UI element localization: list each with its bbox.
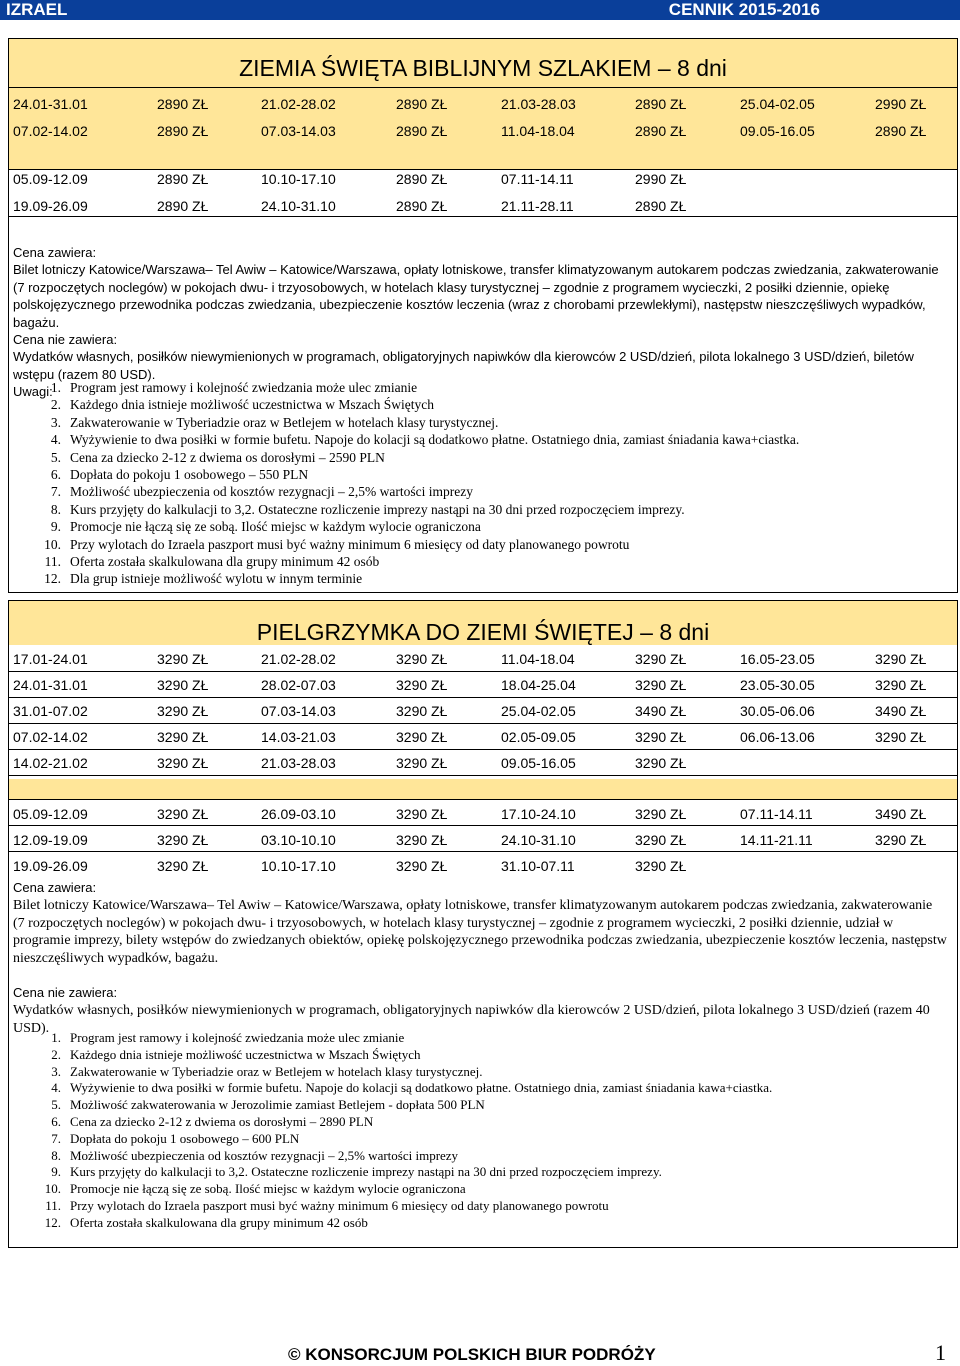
trip-dates: 31.10-07.11 <box>501 858 575 874</box>
header-country: IZRAEL <box>6 0 68 19</box>
header-pricelist-title: CENNIK 2015-2016 <box>668 0 820 19</box>
trip-dates: 07.03-14.03 <box>261 703 336 719</box>
trip-dates: 11.04-18.04 <box>501 651 575 667</box>
note-item <box>13 1198 947 1215</box>
trip-price: 3290 ZŁ <box>396 832 448 848</box>
note-number: 12. <box>44 571 61 587</box>
note-text: Dla grup istnieje możliwość wylotu w innym terminie <box>70 571 363 587</box>
note-text: Dopłata do pokoju 1 osobowego – 550 PLN <box>70 467 309 483</box>
note-text: Kurs przyjęty do kalkulacji to 3,2. Ostateczne rozliczenie imprezy nastąpi na 30 dni przed rozpoczęciem imprezy. <box>70 501 685 517</box>
trip-price: 2890 ZŁ <box>635 198 687 214</box>
note-text: Możliwość ubezpieczenia od kosztów rezygnacji – 2,5% wartości imprezy <box>70 484 473 500</box>
trip-price: 3290 ZŁ <box>635 755 687 771</box>
price-band-gap <box>9 149 957 169</box>
trip-dates: 10.10-17.10 <box>261 858 336 874</box>
trip-dates: 23.05-30.05 <box>740 677 815 693</box>
includes-label: Cena zawiera: <box>13 245 97 260</box>
trip-dates: 30.05-06.06 <box>740 703 815 719</box>
note-item <box>13 1114 947 1131</box>
trip-price: 3290 ZŁ <box>396 755 448 771</box>
offer-title: PIELGRZYMKA DO ZIEMI ŚWIĘTEJ – 8 dni <box>256 619 710 645</box>
offer-section-biblical-trail <box>8 38 958 593</box>
note-item <box>13 1030 947 1047</box>
trip-price: 3290 ZŁ <box>157 677 209 693</box>
note-text: Program jest ramowy i kolejność zwiedzania może ulec zmianie <box>70 1030 405 1045</box>
note-text: Każdego dnia istnieje możliwość uczestnictwa w Mszach Świętych <box>70 1046 421 1062</box>
excludes-text: Wydatków własnych, posiłków niewymienionych w programach, obligatoryjnych napiwków dla kierowców 2 USD/dzień, pilota lokalnego 3 USD/dzień, biletów wstępu (razem 80 USD). <box>13 349 914 382</box>
page-header <box>0 0 960 20</box>
trip-price: 2890 ZŁ <box>635 96 687 112</box>
trip-dates: 14.02-21.02 <box>13 755 88 771</box>
trip-price: 3290 ZŁ <box>157 832 209 848</box>
trip-price: 3290 ZŁ <box>635 806 687 822</box>
includes-label: Cena zawiera: <box>13 880 97 895</box>
note-number: 9. <box>51 1164 61 1180</box>
notes-list-wrap <box>13 1030 947 1232</box>
note-number: 2. <box>50 397 61 413</box>
note-item <box>13 1064 947 1081</box>
table-divider <box>9 697 957 698</box>
includes-text: Bilet lotniczy Katowice/Warszawa– Tel Awiw – Katowice/Warszawa, opłaty lotniskowe, transfer klimatyzowanym autokarem podczas zwiedzania, zakwaterowanie (7 rozpoczętych noclegów) w pokojach dwu- i trzyosobowych, w hotelach klasy turystycznej – zgodnie z programem wycieczki, 2 posiłki dziennie, opiekę polskojęzycznego przewodnika podczas zwiedzania, ubezpieczenie kosztów leczenia (wraz z chorobami przewlekłymi), następstw nieszczęśliwych wypadków, bagażu. <box>13 262 939 330</box>
note-number: 9. <box>50 519 61 535</box>
trip-price: 2890 ZŁ <box>157 198 209 214</box>
note-item <box>13 396 947 413</box>
trip-price: 2890 ZŁ <box>157 171 209 187</box>
trip-price: 2890 ZŁ <box>157 123 209 139</box>
note-number: 6. <box>50 467 61 483</box>
note-item <box>13 1215 947 1232</box>
note-item <box>13 1164 947 1181</box>
note-item <box>13 501 947 518</box>
note-text: Cena za dziecko 2-12 z dwiema os dorosłymi – 2890 PLN <box>70 1113 374 1129</box>
note-item <box>13 536 947 553</box>
trip-price: 3290 ZŁ <box>396 651 448 667</box>
trip-dates: 24.01-31.01 <box>13 677 88 693</box>
note-number: 8. <box>50 501 61 517</box>
trip-price: 3290 ZŁ <box>635 677 687 693</box>
includes-text: Bilet lotniczy Katowice/Warszawa– Tel Awiw – Katowice/Warszawa, opłaty lotniskowe, transfer klimatyzowanym autokarem podczas zwiedzania, zakwaterowanie (7 rozpoczętych noclegów) w pokojach dwu- i trzyosobowych, w hotelach klasy turystycznej – zgodnie z programem wycieczki, 2 posiłki dziennie, udział w programie imprezy, bilety wstępów do zwiedzanych obiektów, opiekę polskojęzycznego przewodnika podczas zwiedzania, ubezpieczenie kosztów leczenia, następstw nieszczęśliwych wypadków, bagażu. <box>13 897 947 967</box>
trip-dates: 03.10-10.10 <box>261 832 336 848</box>
notes-label: Uwagi: <box>13 384 53 400</box>
trip-dates: 07.03-14.03 <box>261 123 336 139</box>
note-item <box>13 466 947 483</box>
note-item <box>13 431 947 448</box>
footer-copyright: © KONSORCJUM POLSKICH BIUR PODRÓŻY <box>288 1345 656 1364</box>
note-text: Program jest ramowy i kolejność zwiedzania może ulec zmianie <box>70 380 418 395</box>
trip-dates: 14.03-21.03 <box>261 729 336 745</box>
trip-dates: 21.11-28.11 <box>501 198 574 214</box>
note-item <box>13 1047 947 1064</box>
note-item <box>13 1148 947 1165</box>
excludes-label: Cena nie zawiera: <box>13 984 118 1000</box>
note-text: Oferta została skalkulowana dla grupy minimum 42 osób <box>70 554 380 570</box>
note-number: 3. <box>50 414 61 430</box>
note-text: Każdego dnia istnieje możliwość uczestnictwa w Mszach Świętych <box>70 397 435 413</box>
note-text: Dopłata do pokoju 1 osobowego – 600 PLN <box>70 1130 300 1146</box>
trip-price: 3290 ZŁ <box>635 858 687 874</box>
note-item <box>13 1181 947 1198</box>
trip-price: 3290 ZŁ <box>875 651 927 667</box>
trip-price: 2890 ZŁ <box>635 123 687 139</box>
note-number: 5. <box>51 1097 61 1113</box>
offer-description <box>13 244 947 401</box>
trip-dates: 31.01-07.02 <box>13 703 88 719</box>
trip-dates: 07.11-14.11 <box>501 171 574 187</box>
trip-dates: 07.02-14.02 <box>13 123 88 139</box>
note-item <box>13 1097 947 1114</box>
note-text: Kurs przyjęty do kalkulacji to 3,2. Ostateczne rozliczenie imprezy nastąpi na 30 dni przed rozpoczęciem imprezy. <box>70 1164 662 1180</box>
trip-price: 3290 ZŁ <box>157 755 209 771</box>
trip-price: 3490 ZŁ <box>875 703 927 719</box>
trip-dates: 24.10-31.10 <box>501 832 576 848</box>
trip-price: 3290 ZŁ <box>396 858 448 874</box>
excludes-label: Cena nie zawiera: <box>13 332 118 348</box>
note-text: Promocje nie łączą się ze sobą. Ilość miejsc w każdym wylocie ograniczona <box>70 1181 466 1197</box>
note-number: 2. <box>51 1046 61 1062</box>
trip-price: 3290 ZŁ <box>875 729 927 745</box>
trip-dates: 06.06-13.06 <box>740 729 815 745</box>
excludes-text: Wydatków własnych, posiłków niewymienionych w programach, obligatoryjnych napiwków dla kierowców 2 USD/dzień, pilota lokalnego 3 USD/dzień (razem 40 USD). <box>13 1002 930 1036</box>
note-number: 1. <box>51 1030 61 1045</box>
note-number: 7. <box>50 484 61 500</box>
note-item <box>13 570 947 587</box>
trip-dates: 21.02-28.02 <box>261 96 336 112</box>
note-text: Zakwaterowanie w Tyberiadzie oraz w Betlejem w hotelach klasy turystycznej. <box>70 1063 483 1079</box>
trip-price: 3290 ZŁ <box>157 703 209 719</box>
notes-list <box>13 1030 947 1232</box>
table-divider <box>9 671 957 672</box>
trip-price: 3290 ZŁ <box>157 651 209 667</box>
trip-dates: 24.10-31.10 <box>261 198 336 214</box>
trip-dates: 17.01-24.01 <box>13 651 88 667</box>
note-number: 1. <box>50 380 61 395</box>
note-text: Wyżywienie to dwa posiłki w formie bufetu. Napoje do kolacji są dodatkowo płatne. Ostatniego dnia, zamiast śniadania kawa+ciastka. <box>70 1080 773 1096</box>
price-band-gap <box>9 779 957 799</box>
trip-dates: 25.04-02.05 <box>501 703 576 719</box>
note-text: Możliwość ubezpieczenia od kosztów rezygnacji – 2,5% wartości imprezy <box>70 1147 459 1163</box>
note-text: Promocje nie łączą się ze sobą. Ilość miejsc w każdym wylocie ograniczona <box>70 519 481 535</box>
trip-price: 3290 ZŁ <box>157 729 209 745</box>
trip-price: 3290 ZŁ <box>396 806 448 822</box>
note-text: Cena za dziecko 2-12 z dwiema os dorosłymi – 2590 PLN <box>70 449 385 465</box>
trip-dates: 02.05-09.05 <box>501 729 576 745</box>
trip-dates: 17.10-24.10 <box>501 806 576 822</box>
trip-dates: 09.05-16.05 <box>501 755 576 771</box>
trip-price: 3290 ZŁ <box>396 703 448 719</box>
trip-dates: 05.09-12.09 <box>13 171 88 187</box>
note-number: 11. <box>45 1197 61 1213</box>
trip-price: 2990 ZŁ <box>635 171 687 187</box>
note-number: 12. <box>44 1214 61 1230</box>
trip-price: 2890 ZŁ <box>875 123 927 139</box>
trip-price: 2890 ZŁ <box>396 198 448 214</box>
trip-dates: 26.09-03.10 <box>261 806 336 822</box>
trip-dates: 19.09-26.09 <box>13 858 88 874</box>
trip-price: 3290 ZŁ <box>875 677 927 693</box>
table-divider <box>9 723 957 724</box>
trip-price: 2990 ZŁ <box>875 96 927 112</box>
table-divider <box>9 825 957 826</box>
note-text: Przy wylotach do Izraela paszport musi być ważny minimum 6 miesięcy od daty planowanego powrotu <box>70 1197 609 1213</box>
note-number: 6. <box>51 1113 61 1129</box>
trip-price: 2890 ZŁ <box>157 96 209 112</box>
note-number: 8. <box>51 1147 61 1163</box>
note-number: 4. <box>50 432 61 448</box>
page-number: 1 <box>935 1340 946 1365</box>
note-text: Oferta została skalkulowana dla grupy minimum 42 osób <box>70 1214 368 1230</box>
offer-title: ZIEMIA ŚWIĘTA BIBLIJNYM SZLAKIEM – 8 dni <box>239 55 727 81</box>
note-number: 11. <box>44 554 61 570</box>
trip-price: 3290 ZŁ <box>396 677 448 693</box>
trip-dates: 24.01-31.01 <box>13 96 88 112</box>
note-item <box>13 1131 947 1148</box>
trip-dates: 07.11-14.11 <box>740 806 813 822</box>
offer-description <box>13 879 947 1037</box>
trip-dates: 25.04-02.05 <box>740 96 815 112</box>
table-divider <box>9 749 957 750</box>
trip-price: 3290 ZŁ <box>396 729 448 745</box>
note-number: 7. <box>51 1130 61 1146</box>
trip-price: 3490 ZŁ <box>875 806 927 822</box>
trip-dates: 19.09-26.09 <box>13 198 88 214</box>
trip-price: 2890 ZŁ <box>396 96 448 112</box>
trip-dates: 09.05-16.05 <box>740 123 815 139</box>
trip-price: 3490 ZŁ <box>635 703 687 719</box>
table-divider <box>9 169 957 170</box>
notes-list-wrap <box>13 379 947 588</box>
trip-price: 2890 ZŁ <box>396 171 448 187</box>
table-divider <box>9 87 957 88</box>
note-text: Wyżywienie to dwa posiłki w formie bufetu. Napoje do kolacji są dodatkowo płatne. Ostatniego dnia, zamiast śniadania kawa+ciastka. <box>70 432 800 448</box>
note-number: 10. <box>44 1181 61 1197</box>
trip-price: 3290 ZŁ <box>157 806 209 822</box>
trip-price: 2890 ZŁ <box>396 123 448 139</box>
note-item <box>13 518 947 535</box>
trip-dates: 11.04-18.04 <box>501 123 575 139</box>
trip-dates: 07.02-14.02 <box>13 729 88 745</box>
trip-dates: 21.02-28.02 <box>261 651 336 667</box>
note-item <box>13 449 947 466</box>
note-text: Przy wylotach do Izraela paszport musi być ważny minimum 6 miesięcy od daty planowanego powrotu <box>70 536 630 552</box>
trip-dates: 16.05-23.05 <box>740 651 815 667</box>
note-item <box>13 1080 947 1097</box>
note-number: 3. <box>51 1063 61 1079</box>
trip-dates: 12.09-19.09 <box>13 832 88 848</box>
table-divider <box>9 851 957 852</box>
notes-list <box>13 379 947 588</box>
offer-section-pilgrimage <box>8 600 958 1248</box>
trip-price: 3290 ZŁ <box>875 832 927 848</box>
trip-dates: 10.10-17.10 <box>261 171 336 187</box>
note-number: 4. <box>51 1080 61 1096</box>
note-item <box>13 379 947 396</box>
trip-dates: 21.03-28.03 <box>261 755 336 771</box>
trip-price: 3290 ZŁ <box>635 832 687 848</box>
note-item <box>13 553 947 570</box>
table-divider <box>9 216 957 217</box>
trip-dates: 21.03-28.03 <box>501 96 576 112</box>
page-footer <box>0 1340 960 1365</box>
note-text: Zakwaterowanie w Tyberiadzie oraz w Betlejem w hotelach klasy turystycznej. <box>70 414 499 430</box>
note-item <box>13 483 947 500</box>
note-number: 5. <box>50 449 61 465</box>
trip-dates: 14.11-21.11 <box>740 832 813 848</box>
trip-price: 3290 ZŁ <box>635 651 687 667</box>
note-item <box>13 414 947 431</box>
note-text: Możliwość zakwaterowania w Jerozolimie zamiast Betlejem - dopłata 500 PLN <box>70 1097 485 1113</box>
note-number: 10. <box>44 536 61 552</box>
trip-dates: 28.02-07.03 <box>261 677 336 693</box>
trip-dates: 05.09-12.09 <box>13 806 88 822</box>
table-divider <box>9 799 957 800</box>
trip-price: 3290 ZŁ <box>635 729 687 745</box>
trip-price: 3290 ZŁ <box>157 858 209 874</box>
table-divider <box>9 775 957 776</box>
trip-dates: 18.04-25.04 <box>501 677 576 693</box>
